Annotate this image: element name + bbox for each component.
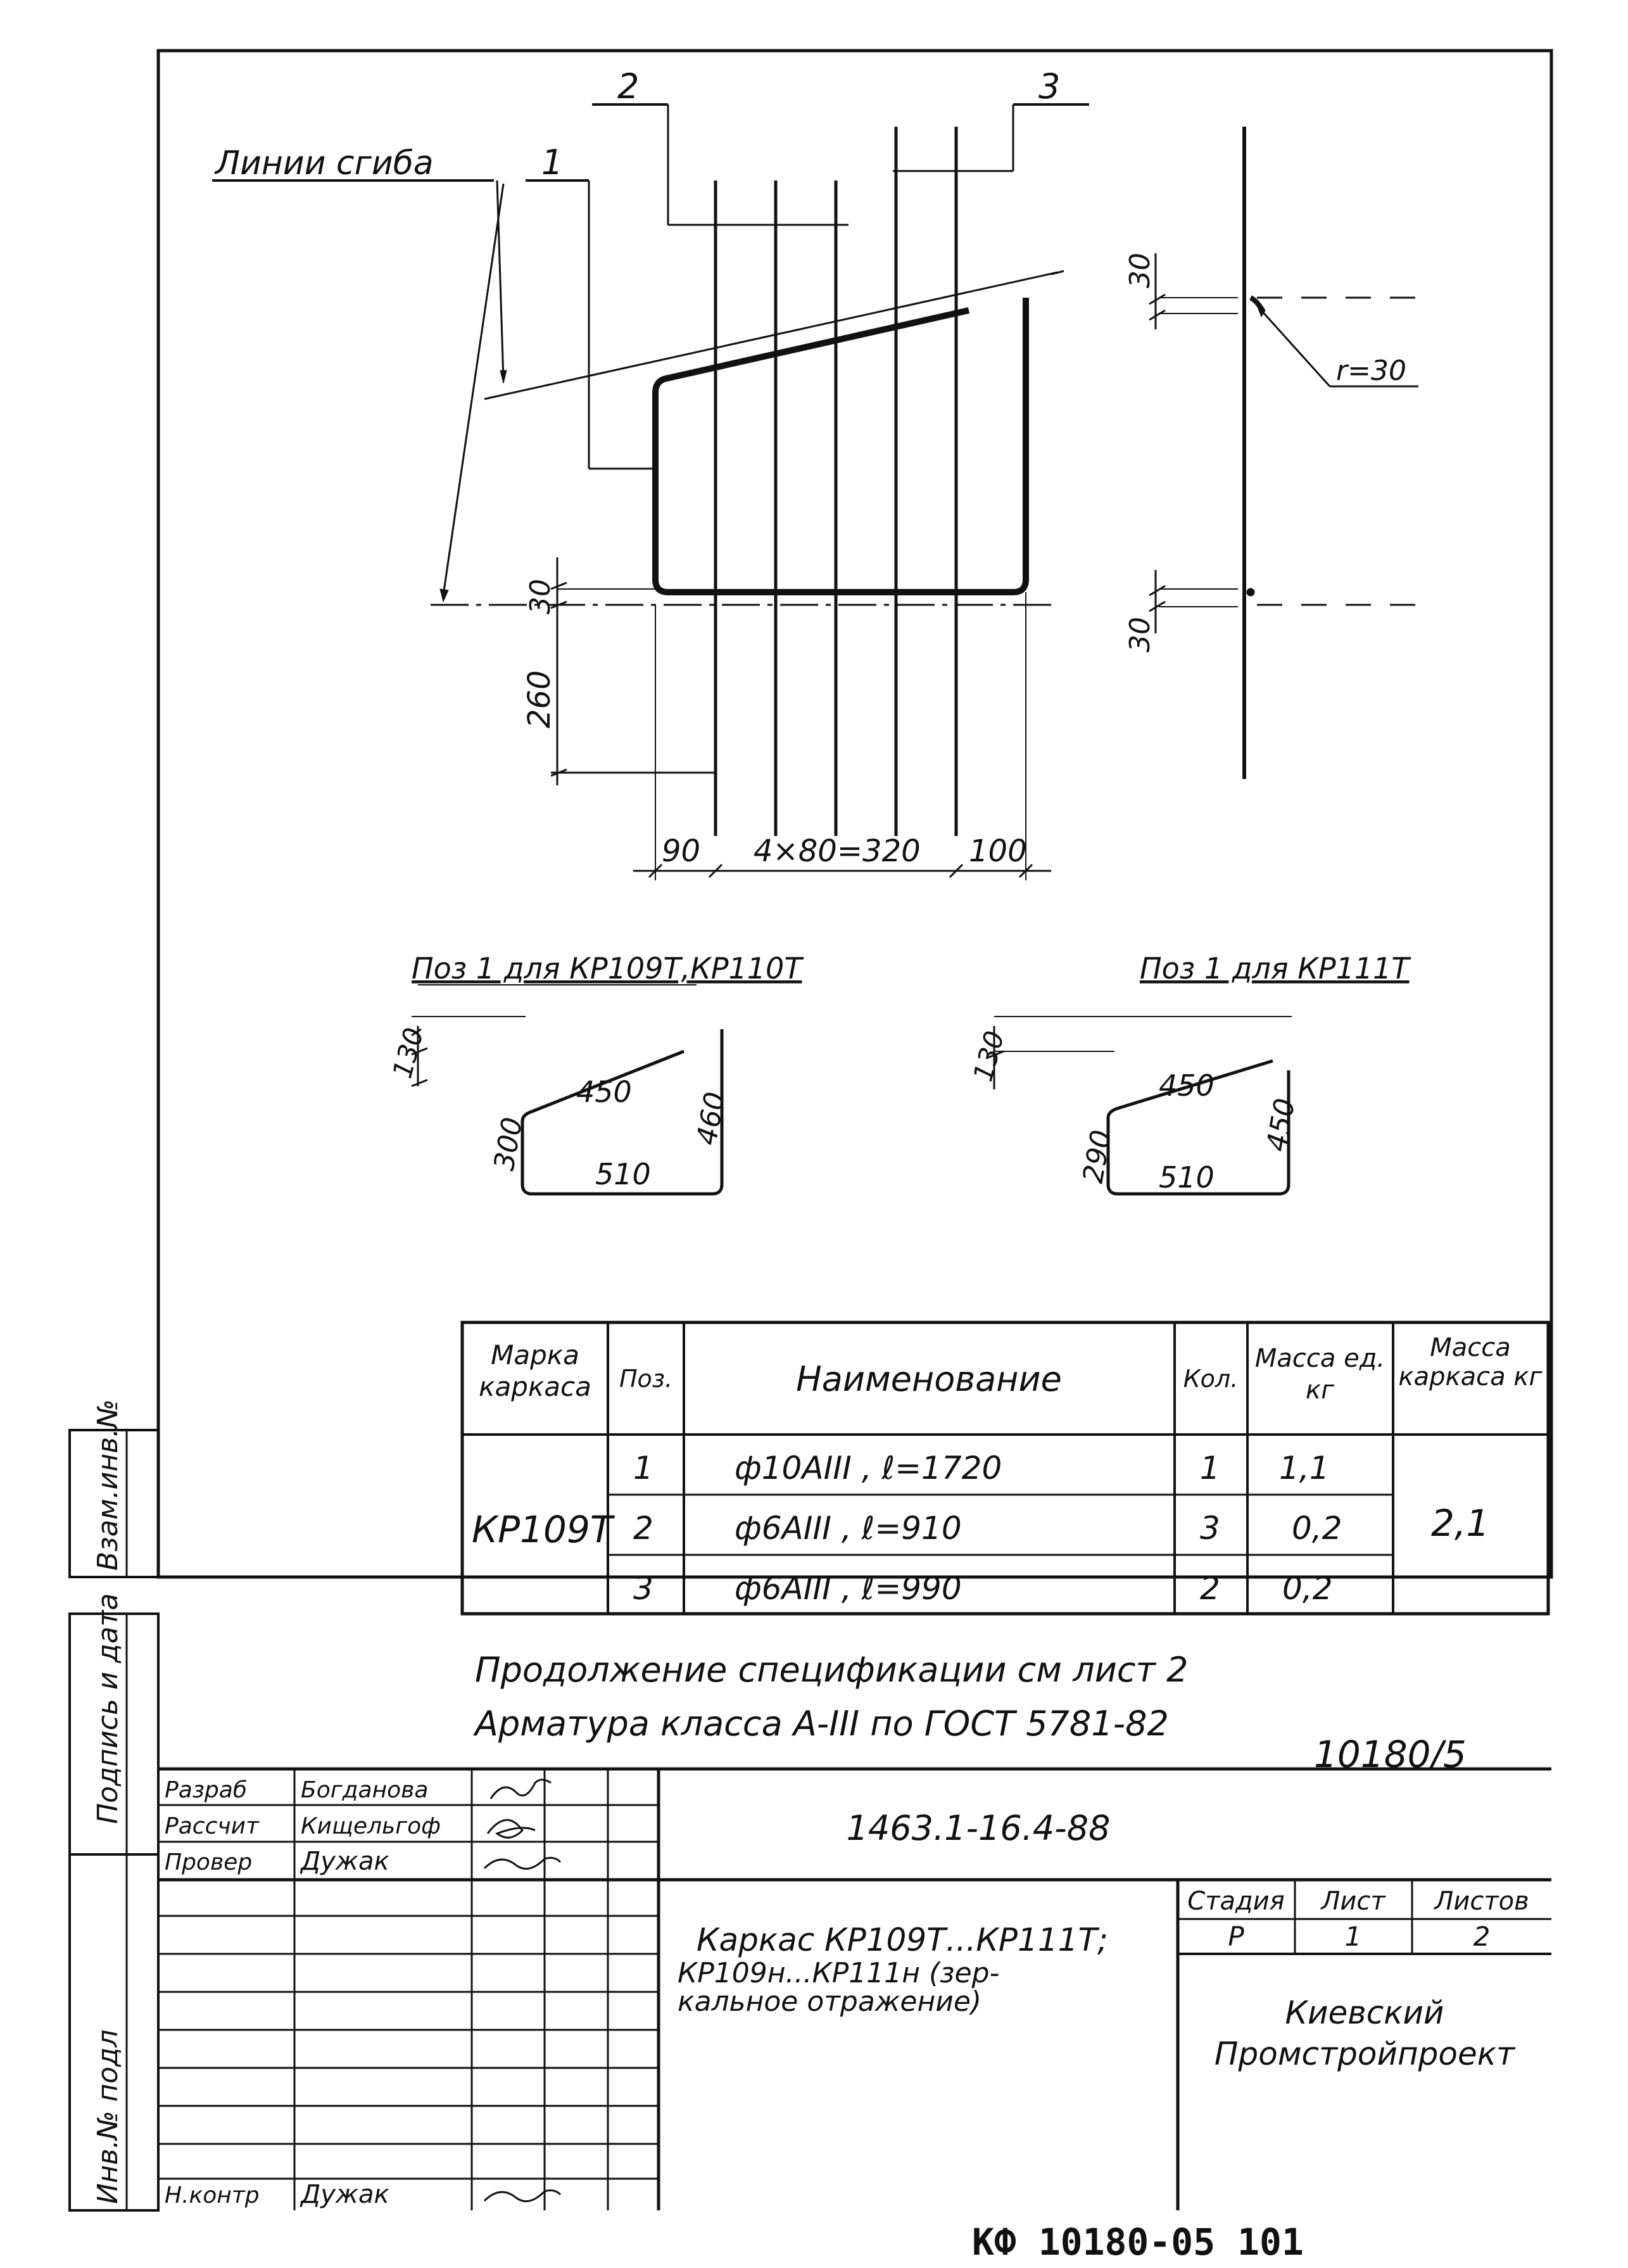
- role-3: Провер: [165, 1849, 253, 1875]
- org-line-1: Киевский: [1285, 1994, 1444, 2031]
- detail-1-rise: 130: [386, 1024, 430, 1082]
- detail-1-right: 460: [690, 1089, 732, 1148]
- row-1-pos: 1: [633, 1450, 653, 1486]
- frame-total-mass: 2,1: [1431, 1502, 1490, 1545]
- dim-left: 90: [662, 833, 701, 869]
- main-frame-drawing: [212, 105, 1431, 880]
- side-stamp: [70, 1399, 158, 2210]
- detail-2-caption: Поз 1 для КР111Т: [1140, 951, 1410, 985]
- detail-1-caption: Поз 1 для КР109Т,КР110Т: [412, 951, 802, 985]
- title-line-3: кальное отражение): [678, 1986, 982, 2018]
- detail-2-sketch: [988, 1017, 1292, 1194]
- note-1: Продолжение спецификации см лист 2: [475, 1650, 1189, 1690]
- row-3-name: ф6АIII , ℓ=990: [735, 1570, 962, 1607]
- stage-value: Р: [1228, 1921, 1244, 1952]
- pos-label-3: 3: [1038, 67, 1061, 106]
- note-2: Арматура класса А-III по ГОСТ 5781-82: [475, 1704, 1169, 1744]
- row-2-name: ф6АIII , ℓ=910: [735, 1510, 962, 1547]
- sheet-ref: 10180/5: [1314, 1733, 1467, 1776]
- side-stamp-3: Инв.№ подл: [92, 2029, 124, 2204]
- frame-mark: КР109Т: [472, 1508, 613, 1551]
- detail-1-left: 300: [488, 1115, 529, 1173]
- header-mark: Марка каркаса: [479, 1340, 591, 1402]
- row-2-pos: 2: [633, 1510, 653, 1547]
- header-qty: Кол.: [1183, 1365, 1239, 1393]
- row-3-mass: 0,2: [1282, 1570, 1333, 1607]
- sheets-header: Листов: [1434, 1887, 1529, 1916]
- doc-code: 1463.1-16.4-88: [846, 1808, 1111, 1848]
- detail-1-sketch: [412, 985, 722, 1194]
- detail-2-rise: 130: [967, 1027, 1011, 1085]
- bend-lines-label: Линии сгиба: [215, 144, 434, 182]
- name-1: Богданова: [301, 1777, 429, 1803]
- row-1-name: ф10АIII , ℓ=1720: [735, 1450, 1002, 1486]
- detail-2-bottom: 510: [1159, 1160, 1215, 1194]
- side-stamp-1: Взам.инв.№: [92, 1399, 124, 1571]
- detail-2-slope: 450: [1159, 1068, 1215, 1103]
- pos-label-2: 2: [617, 67, 640, 106]
- dim-right: 100: [969, 833, 1027, 869]
- header-unit-mass: Масса ед. кг: [1254, 1344, 1385, 1405]
- header-frame-mass: Масса каркаса кг: [1398, 1333, 1543, 1391]
- header-name: Наименование: [796, 1359, 1062, 1399]
- role-4: Н.контр: [165, 2182, 260, 2208]
- sheet-value: 1: [1344, 1921, 1362, 1952]
- sheet-header: Лист: [1321, 1887, 1385, 1916]
- archive-code: КФ 10180-05 101: [972, 2220, 1304, 2264]
- detail-2-left: 290: [1076, 1127, 1118, 1186]
- role-2: Рассчит: [165, 1813, 259, 1839]
- sheets-value: 2: [1473, 1921, 1491, 1952]
- pos-label-1: 1: [541, 143, 564, 182]
- row-3-pos: 3: [633, 1570, 653, 1607]
- row-2-mass: 0,2: [1292, 1510, 1342, 1547]
- name-3: Дужак: [301, 1847, 389, 1876]
- row-1-mass: 1,1: [1279, 1450, 1330, 1486]
- dim-side-bottom: 30: [1124, 617, 1156, 652]
- org-line-2: Промстройпроект: [1214, 2036, 1515, 2072]
- title-line-1: Каркас КР109Т...КР111Т;: [697, 1922, 1108, 1958]
- title-line-2: КР109н...КР111н (зер-: [678, 1957, 1000, 1989]
- dim-side-top: 30: [1124, 253, 1156, 288]
- row-2-qty: 3: [1200, 1510, 1220, 1547]
- stage-header: Стадия: [1187, 1887, 1285, 1916]
- dim-height: 260: [522, 670, 557, 728]
- header-pos: Поз.: [619, 1365, 673, 1393]
- dim-spacing: 4×80=320: [754, 833, 921, 869]
- detail-2-right: 450: [1260, 1096, 1302, 1154]
- row-3-qty: 2: [1200, 1570, 1220, 1607]
- detail-1-slope: 450: [576, 1075, 632, 1109]
- name-4: Дужак: [301, 2180, 389, 2209]
- radius-label: r=30: [1336, 355, 1406, 387]
- dim-top-offset: 30: [524, 579, 557, 614]
- signatures: [484, 1780, 560, 2201]
- name-2: Кищельгоф: [301, 1813, 441, 1839]
- row-1-qty: 1: [1200, 1450, 1220, 1486]
- side-stamp-2: Подпись и дата: [92, 1593, 124, 1824]
- detail-1-bottom: 510: [595, 1157, 651, 1191]
- role-1: Разраб: [165, 1777, 248, 1803]
